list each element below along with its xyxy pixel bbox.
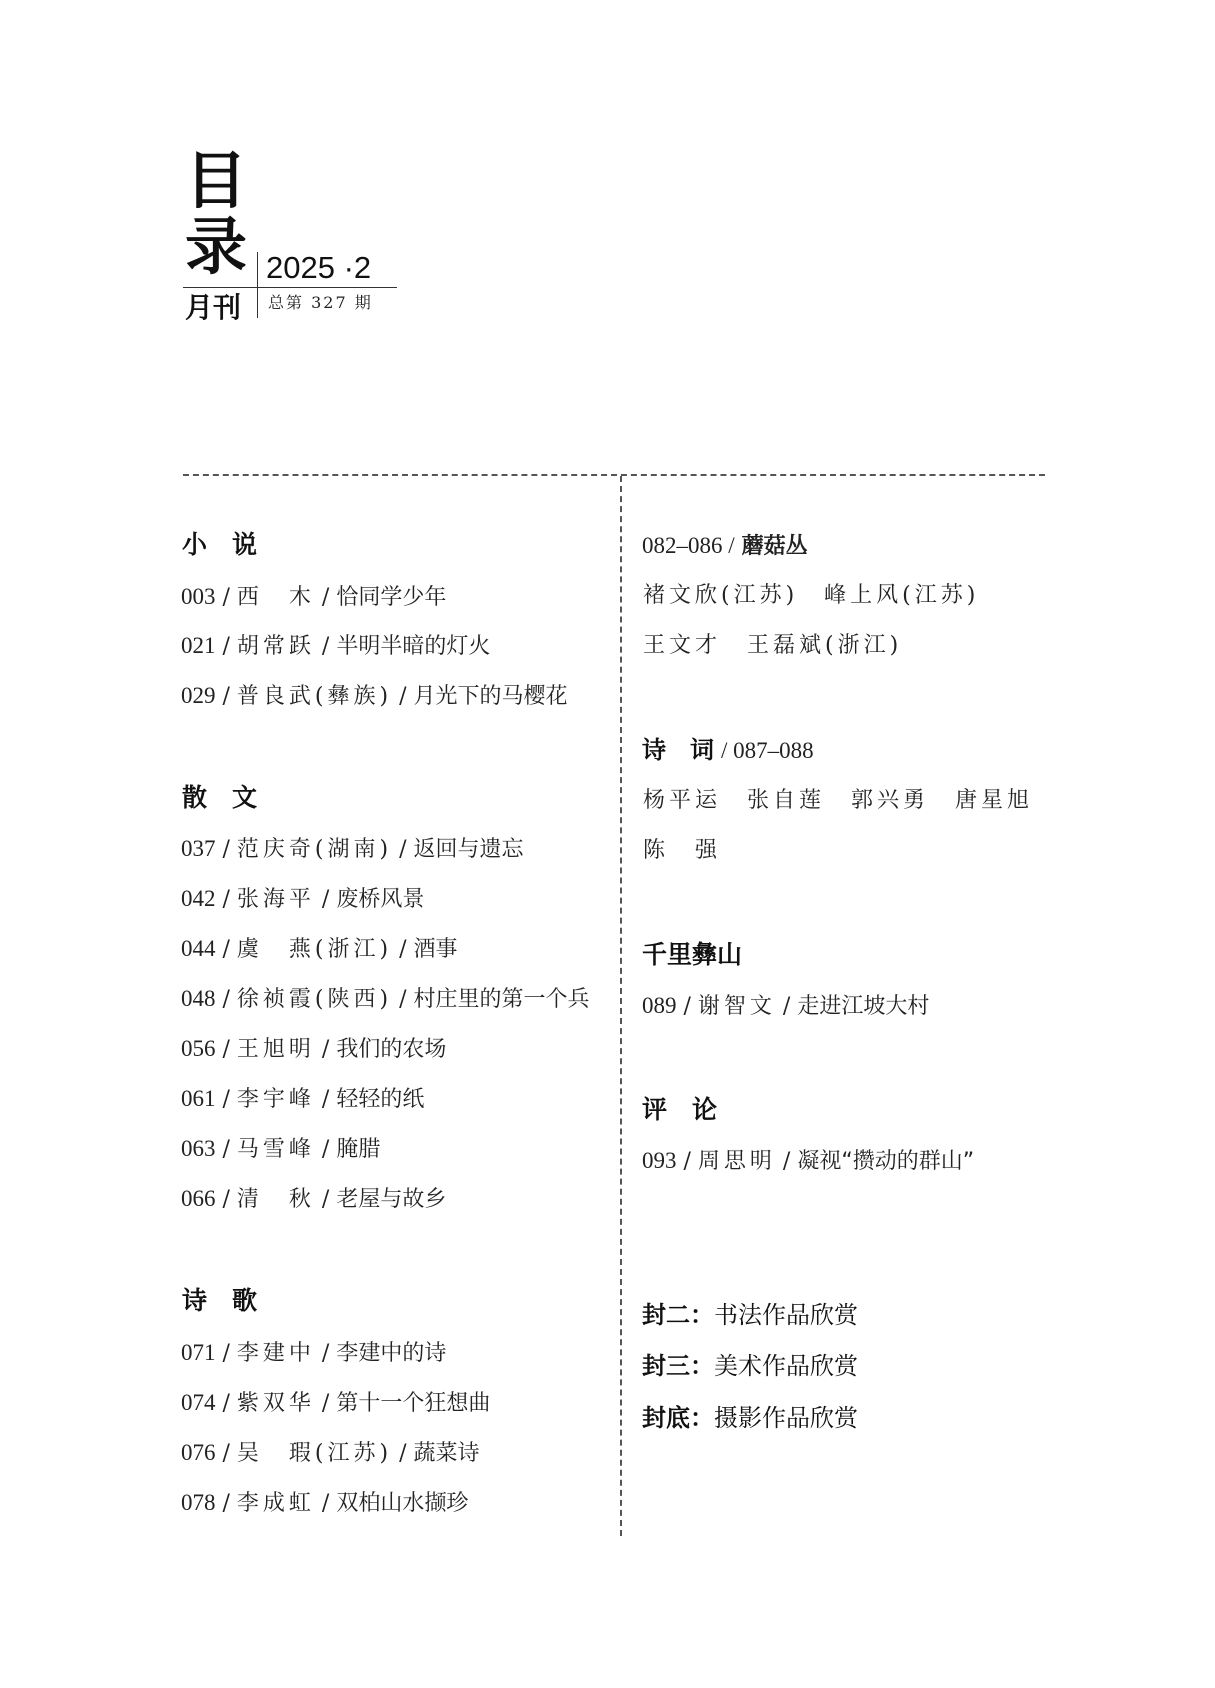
toc-entry[interactable]: 003 / 西 木 / 恰同学少年 xyxy=(181,584,447,610)
section-title-yishan: 千里彝山 xyxy=(642,940,743,969)
toc-entry[interactable]: 071 / 李建中 / 李建中的诗 xyxy=(181,1340,447,1366)
toc-entry[interactable]: 089 / 谢智文 / 走进江坡大村 xyxy=(642,993,930,1019)
section-title-fiction: 小 说 xyxy=(182,530,258,559)
toc-entry[interactable]: 063 / 马雪峰 / 腌腊 xyxy=(181,1136,381,1162)
toc-entry[interactable]: 074 / 紫双华 / 第十一个狂想曲 xyxy=(181,1390,491,1416)
toc-entry[interactable]: 066 / 清 秋 / 老屋与故乡 xyxy=(181,1186,447,1212)
author-list: 王文才 王磊斌(浙江) xyxy=(643,633,903,658)
toc-entry[interactable]: 078 / 李成虹 / 双柏山水撷珍 xyxy=(181,1490,469,1516)
section-title-prose: 散 文 xyxy=(182,783,258,812)
author-list: 杨平运 张自莲 郭兴勇 唐星旭 xyxy=(643,788,1034,813)
toc-entry[interactable]: 021 / 胡常跃 / 半明半暗的灯火 xyxy=(181,633,491,659)
toc-entry[interactable]: 048 / 徐祯霞(陕西) / 村庄里的第一个兵 xyxy=(181,986,590,1012)
toc-entry-ci[interactable]: 诗 词 / 087–088 xyxy=(642,736,814,764)
toc-entry[interactable]: 076 / 吴 瑕(江苏) / 蔬菜诗 xyxy=(181,1440,480,1466)
cover-item: 封三：美术作品欣赏 xyxy=(642,1352,858,1380)
author-list: 陈 强 xyxy=(643,838,722,863)
serial-number: 总第 327 期 xyxy=(268,293,373,312)
top-dashed-divider xyxy=(183,474,1045,476)
masthead-divider-vertical xyxy=(257,252,258,318)
issue-number: 2025 ·2 xyxy=(266,250,372,285)
monthly-label: 月刊 xyxy=(185,291,242,324)
masthead-divider-horizontal xyxy=(183,287,397,288)
section-title-review: 评 论 xyxy=(642,1095,718,1124)
toc-entry[interactable]: 061 / 李宇峰 / 轻轻的纸 xyxy=(181,1086,425,1112)
section-title-poetry: 诗 歌 xyxy=(182,1286,258,1315)
cover-item: 封二：书法作品欣赏 xyxy=(642,1301,858,1329)
toc-entry[interactable]: 093 / 周思明 / 凝视“攒动的群山” xyxy=(642,1148,975,1174)
toc-entry[interactable]: 042 / 张海平 / 废桥风景 xyxy=(181,886,425,912)
toc-entry-mushroom[interactable]: 082–086 / 蘑菇丛 xyxy=(642,533,808,559)
author-list: 褚文欣(江苏) 峰上风(江苏) xyxy=(643,583,980,608)
cover-item: 封底：摄影作品欣赏 xyxy=(642,1404,858,1432)
title-char-lu: 录 xyxy=(185,210,248,283)
toc-entry[interactable]: 037 / 范庆奇(湖南) / 返回与遗忘 xyxy=(181,836,524,862)
toc-entry[interactable]: 044 / 虞 燕(浙江) / 酒事 xyxy=(181,936,458,962)
toc-entry[interactable]: 056 / 王旭明 / 我们的农场 xyxy=(181,1036,447,1062)
column-dashed-divider xyxy=(620,476,622,1536)
title-char-mu: 目 xyxy=(185,144,248,217)
toc-entry[interactable]: 029 / 普良武(彝族) / 月光下的马樱花 xyxy=(181,683,568,709)
